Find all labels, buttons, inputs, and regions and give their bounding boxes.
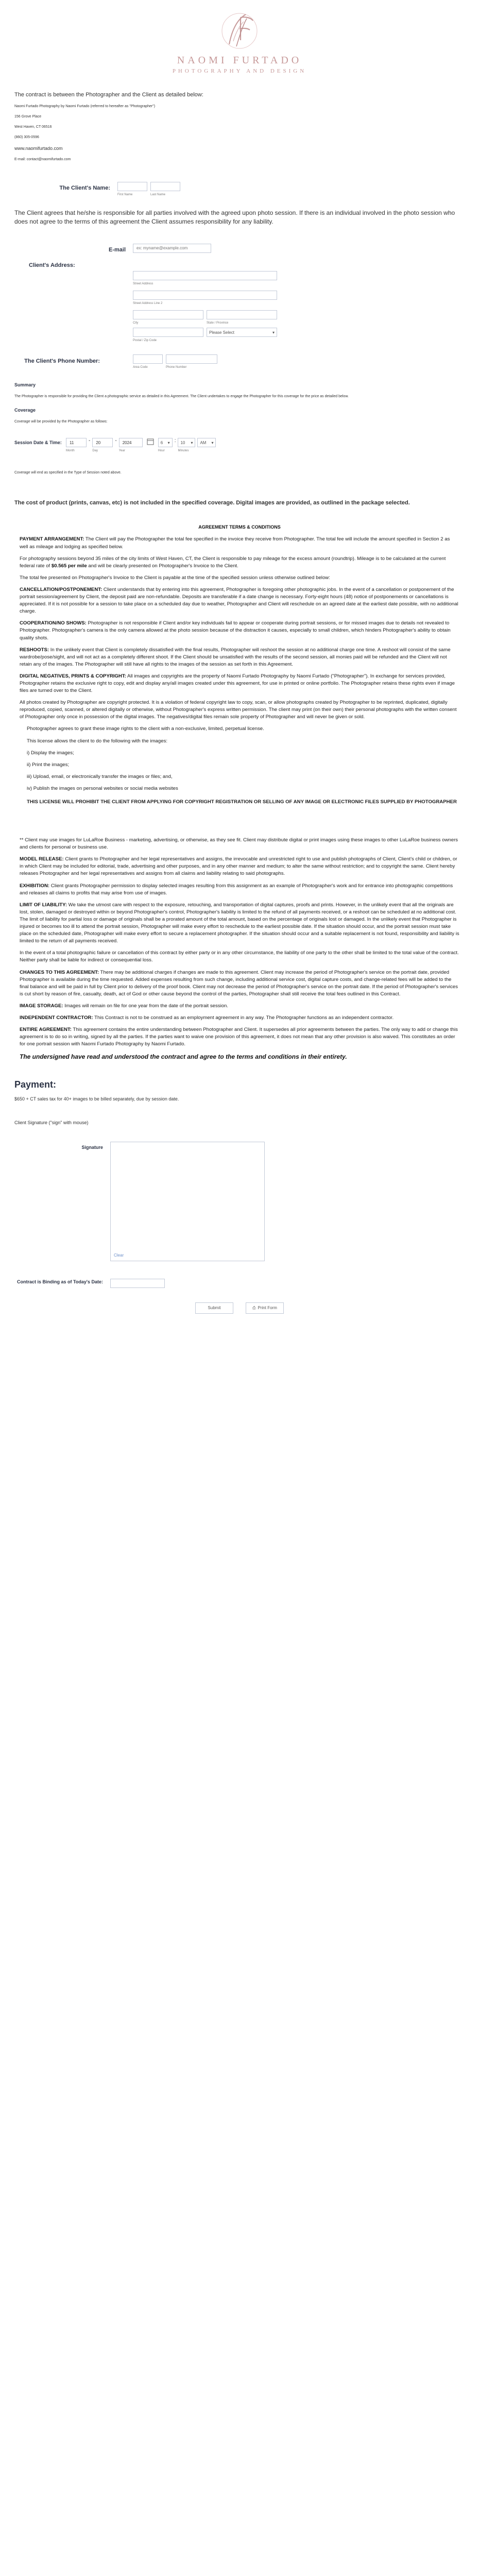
session-row bbox=[14, 438, 465, 452]
clause-text: Photographer is not responsible if Client and/or key individuals fail to appear or cooperate during portrait sessions, or for missed images due to details not revealed to Photographer. Photographer's camera is the only camera allowed at the photo session because of the distraction it causes, especially to small children, which hinders Photographer's ability to obtain quality shots. bbox=[20, 620, 451, 641]
clause-label: MODEL RELEASE: bbox=[20, 856, 64, 862]
payment-text: $650 + CT sales tax for 40+ images to be billed separately, due by session date. bbox=[14, 1096, 179, 1101]
coverage-text: Coverage will be provided by the Photographer as follows: bbox=[14, 420, 108, 424]
contract-date-row bbox=[14, 1279, 465, 1288]
brand-logo bbox=[0, 0, 479, 82]
calendar-icon[interactable] bbox=[147, 438, 154, 445]
clause-label: RESHOOTS: bbox=[20, 647, 49, 653]
signature-pad[interactable] bbox=[110, 1142, 265, 1261]
email-row bbox=[14, 244, 465, 253]
brand-tagline: PHOTOGRAPHY AND DESIGN bbox=[172, 68, 307, 74]
email-label: E-mail bbox=[108, 246, 126, 253]
chevron-down-icon: ▾ bbox=[272, 330, 275, 335]
photographer-line: Naomi Furtado Photography by Naomi Furtado (referred to hereafter as "Photographer") bbox=[14, 105, 156, 108]
closing-statement: The undersigned have read and understood the contract and agree to the terms and conditions in their entirety. bbox=[20, 1053, 347, 1061]
exhibition-clause bbox=[20, 883, 459, 897]
session-year-input[interactable] bbox=[119, 438, 143, 447]
address-block bbox=[14, 262, 465, 268]
clause-label: IMAGE STORAGE: bbox=[20, 1003, 63, 1009]
coverage-end-note: Coverage will end as specified in the Type of Session noted above. bbox=[14, 471, 122, 475]
print-form-button[interactable] bbox=[246, 1302, 284, 1314]
failure-clause: In the event of a total photographic failure or cancellation of this contract by either party or in any other circumstance, the liability of one party to the other shall be limited to the total value of the contract. Neither party shall be liable for indirect or consequential loss. bbox=[20, 950, 459, 963]
submit-button[interactable]: Submit bbox=[195, 1302, 233, 1314]
coverage-heading: Coverage bbox=[14, 408, 36, 413]
address-line-1: 156 Grove Place bbox=[14, 115, 42, 118]
phone-number-input[interactable] bbox=[166, 354, 217, 364]
cost-note: The cost of product (prints, canvas, etc) is not included in the specified coverage. Digital images are provided, as outlined in the package selected. bbox=[14, 500, 410, 506]
clause-text: and will be clearly presented on Photographer's Invoice to the Client. bbox=[87, 563, 238, 569]
clause-text: For photography sessions beyond 35 miles of the city limits of West Haven, CT, the Client is responsible to pay mileage for the excess amount (roundtrip). Mileage is to be calculated at the current federal rate of bbox=[20, 555, 446, 569]
photographer-contact bbox=[14, 105, 465, 161]
area-code-sublabel: Area Code bbox=[133, 366, 148, 369]
session-minute-select[interactable] bbox=[178, 438, 195, 447]
chevron-down-icon: ▾ bbox=[167, 440, 170, 445]
date-separator: - bbox=[115, 438, 117, 444]
first-name-sublabel: First Name bbox=[117, 193, 133, 196]
summary-text: The Photographer is responsible for providing the Client a photographic service as detailed in this Agreement. The Client undertakes to engage the Photographer for this coverage for the price as detailed below. bbox=[14, 395, 349, 399]
date-separator: - bbox=[89, 438, 91, 444]
clause-text: In the unlikely event that Client is completely dissatisfied with the final results, Photographer will reshoot the session at no additional charge one time. A reshoot will consist of the same wardrobe/pose/sight, and will not act as a completely different shoot. If the Client should be unsatisfied with the results of the second session, all monies paid will be refunded and the Client will not retain any of the images. The Photographer will still have all rights to the images of the session as set forth in this Agreement. bbox=[20, 647, 451, 667]
clause-text: There may be additional charges if changes are made to this agreement. Client may increase the period of Photographer's service on the portrait date, provided Photographer is available during the time requested. Added expenses resulting from such change, including additional service cost, digital capture costs, and change-related fees will be added to the final balance and will be paid in full by Client prior to delivery of the proof book. Client may not decrease the period of Photographer's service on the portrait date. If the period of Photographer's services is cut short by reason of fire, casualty, death, act of God or other cause beyond the control of the parties, Photographer shall still receive the total fees outlined in this Contract. bbox=[20, 969, 458, 997]
reshoots-clause bbox=[20, 647, 459, 668]
mileage-rate: $0.565 per mile bbox=[51, 563, 87, 569]
license-item-4: iv) Publish the images on personal websites or social media websites bbox=[27, 785, 178, 791]
clause-text: We take the utmost care with respect to the exposure, retouching, and transportation of digital captures, proofs and prints. However, in the unlikely event that all the originals are lost, stolen, damaged or destroyed within or beyond Photographer's control, Photographer's liability is limited to the refund of all payments received, or a reshoot can be scheduled at no additional cost. The limit of liability for partial loss or damage of originals shall be a prorated amount of the total amount, based on the percentage of originals lost or damaged. In the unlikely event that Photographer is injured or becomes too ill to attend the portrait session, Photographer will make every effort to reschedule to the earliest possible date. If the situation should occur, and the portrait session must take place on the scheduled date, Photographer will make every effort to secure a replacement photographer. If the situation should occur and a suitable replacement is not found, responsibility and liability is limited to the return of all payments received. bbox=[20, 902, 459, 944]
day-sublabel: Day bbox=[92, 449, 98, 453]
license-item-2: ii) Print the images; bbox=[27, 761, 70, 768]
city-sublabel: City bbox=[133, 321, 139, 325]
form-buttons bbox=[14, 1302, 465, 1329]
clause-text: Client understands that by entering into this agreement, Photographer is foregoing other photographic jobs. In the event of a cancellation or postponement of the portrait session/agreement by Client, the deposit paid are non-refundable. Deposits are transferable if a date change is necessary. Forty-eight hours (48) notice of postponements or cancellations is appreciated. If it is not possible for a session to take place on a scheduled day due to weather, Photographer and Client will reschedule on an agreed date at the earliest date possible, with no additional charge. bbox=[20, 586, 458, 615]
signature-instructions: Client Signature ("sign" with mouse) bbox=[14, 1120, 89, 1125]
cooperation-clause bbox=[20, 620, 459, 641]
entire-agreement-clause bbox=[20, 1026, 459, 1048]
session-hour-value: 6 bbox=[160, 440, 163, 445]
clause-text: Images will remain on file for one year from the date of the portrait session. bbox=[63, 1003, 229, 1009]
summary-heading: Summary bbox=[14, 382, 36, 388]
minutes-sublabel: Minutes bbox=[178, 449, 189, 453]
terms-heading: AGREEMENT TERMS & CONDITIONS bbox=[198, 524, 281, 530]
address-fields bbox=[133, 270, 465, 343]
session-day-input[interactable] bbox=[92, 438, 113, 447]
chevron-down-icon: ▾ bbox=[191, 440, 193, 445]
copyright-clause bbox=[20, 673, 459, 694]
first-name-input[interactable] bbox=[117, 182, 147, 191]
street-address-input[interactable] bbox=[133, 271, 277, 280]
clause-label: COOPERATION/NO SHOWS: bbox=[20, 620, 87, 626]
phone-label: The Client's Phone Number: bbox=[24, 358, 100, 365]
clause-label: PAYMENT ARRANGEMENT: bbox=[20, 536, 84, 543]
protected-clause: All photos created by Photographer are copyright protected. It is a violation of federal copyright law to copy, scan, or allow photographs created by Photographer to be reprinted, duplicated, digitally reproduced, copied, scanned, or altered digitally or otherwise, without Photographer's express written permission. The client may print (on their own) their personal photographs with the written consent of Photographer only once in possession of the digital images. The negatives/digital files remain sole property of Photographer and will never be given or sold. bbox=[20, 700, 457, 720]
clause-label: ENTIRE AGREEMENT: bbox=[20, 1027, 72, 1033]
session-ampm-value: AM bbox=[200, 440, 207, 445]
payment-arrangement-clause bbox=[20, 536, 459, 550]
contract-date-label: Contract is Binding as of Today's Date: bbox=[17, 1279, 103, 1284]
hour-sublabel: Hour bbox=[158, 449, 165, 453]
address-label: Client's Address: bbox=[29, 262, 75, 268]
area-code-input[interactable] bbox=[133, 354, 163, 364]
independent-clause bbox=[20, 1014, 459, 1022]
state-sublabel: State / Province bbox=[207, 321, 229, 325]
street-address-2-sublabel: Street Address Line 2 bbox=[133, 302, 163, 306]
license-allows: This license allows the client to do the following with the images: bbox=[27, 738, 168, 744]
clause-label: EXHIBITION: bbox=[20, 883, 50, 889]
model-release-clause bbox=[20, 856, 459, 877]
session-hour-select[interactable] bbox=[158, 438, 173, 447]
postal-code-input[interactable] bbox=[133, 328, 203, 337]
clause-label: CANCELLATION/POSTPONEMENT: bbox=[20, 586, 102, 592]
print-form-label: Print Form bbox=[258, 1306, 277, 1311]
responsibility-statement: The Client agrees that he/she is responsible for all parties involved with the agreed upon photo session. If there is an individual involved in the photo session who does not agree to the terms of this agreement the Client assumes responsibility for any liability. bbox=[14, 209, 455, 225]
clause-text: Client grants to Photographer and her legal representatives and assigns, the irrevocable and unrestricted right to use and publish photographs of Client, Client's child or children, or in which Client may be included for editorial, trade, advertising and other purposes, and in any other manner and medium; to alter the same without restriction; and to copyright the same. Client hereby releases Photographer and her legal representatives and assigns from all claims and liability relating to said photographs. bbox=[20, 856, 457, 877]
license-text: Photographer agrees to grant these image rights to the client with a non-exclusive, limited, perpetual license. bbox=[27, 726, 264, 732]
intro-title: The contract is between the Photographer and the Client as detailed below: bbox=[14, 92, 203, 98]
logo-monogram-icon bbox=[209, 10, 270, 53]
chevron-down-icon: ▾ bbox=[211, 440, 214, 445]
last-name-input[interactable] bbox=[150, 182, 180, 191]
session-month-input[interactable] bbox=[66, 438, 87, 447]
time-separator: : bbox=[174, 438, 176, 444]
liability-clause bbox=[20, 902, 459, 945]
website-text: www.naomifurtado.com bbox=[14, 146, 63, 151]
clause-text: Client grants Photographer permission to display selected images resulting from this assignment as an example of Photographer's work and for entrance into photographic competitions and releases all claims to profits that may arise from use of images. bbox=[20, 883, 453, 896]
clause-label: INDEPENDENT CONTRACTOR: bbox=[20, 1014, 93, 1021]
license-prohibition: THIS LICENSE WILL PROHIBIT THE CLIENT FROM APPLYING FOR COPYRIGHT REGISTRATION OR SELLING OF ANY IMAGE OR ELECTRONIC FILES SUPPLIED BY PHOTOGRAPHER bbox=[27, 799, 457, 805]
license-item-3: iii) Upload, email, or electronically transfer the images or files; and, bbox=[27, 773, 173, 779]
clause-text: This agreement contains the entire understanding between Photographer and Client. It supersedes all prior agreements between the parties. The only way to add or change this agreement is to do so in writing, signed by all the parties. If the parties want to waive one provision of this agreement, it does not mean that any other provision is also waived. This constitutes an order for one portrait session with Naomi Furtado Photography by Naomi Furtado. bbox=[20, 1027, 458, 1047]
clause-text: The Client will pay the Photographer the total fee specified in the invoice they receive from Photographer. The total fee will include the amount specified in Section 2 as well as mileage and lodging as specified below. bbox=[20, 536, 450, 550]
last-name-sublabel: Last Name bbox=[150, 193, 166, 196]
address-line-2: West Haven, CT 06516 bbox=[14, 125, 52, 129]
print-icon: ⎙ bbox=[252, 1305, 256, 1310]
phone-text: (860) 305-0596 bbox=[14, 135, 39, 139]
session-ampm-select[interactable] bbox=[197, 438, 216, 447]
terms-section bbox=[0, 524, 479, 1061]
year-sublabel: Year bbox=[118, 449, 125, 453]
country-select[interactable] bbox=[207, 328, 277, 337]
clause-text: This Contract is not to be construed as an employment agreement in any way. The Photographer functions as an independent contractor. bbox=[93, 1014, 394, 1021]
clause-label: DIGITAL NEGATIVES, PRINTS & COPYRIGHT: bbox=[20, 673, 126, 679]
signature-row bbox=[14, 1142, 465, 1261]
client-name-label: The Client's Name: bbox=[59, 185, 110, 191]
phone-number-sublabel: Phone Number bbox=[166, 366, 187, 369]
license-item-1: i) Display the images; bbox=[27, 750, 74, 756]
contract-date-input[interactable] bbox=[110, 1279, 165, 1288]
license-block bbox=[20, 725, 459, 806]
street-address-2-input[interactable] bbox=[133, 291, 277, 300]
phone-row bbox=[14, 354, 465, 369]
clause-text: All images and copyrights are the property of Naomi Furtado Photography by Naomi Furtado ("Photographer"). In exchange for services provided, Photographer retains the exclusive right to copy, edit and display any/all images created under this agreement, for use in printed or online portfolio. The Photographer retains these rights even if image files are turned over to the Client. bbox=[20, 673, 455, 694]
brand-name: NAOMI FURTADO bbox=[177, 55, 302, 66]
clause-label: CHANGES TO THIS AGREEMENT: bbox=[20, 969, 99, 975]
street-address-sublabel: Street Address bbox=[133, 282, 153, 286]
mileage-clause bbox=[20, 555, 459, 570]
business-use-clause: ** Client may use images for LuLaRoe Business - marketing, advertising, or otherwise, as they see fit. Client may distribute digital or print images using these images to other LuLaRoe business owners and clients for personal or business use. bbox=[20, 837, 458, 851]
cancellation-clause bbox=[20, 586, 459, 615]
session-label: Session Date & Time: bbox=[14, 440, 62, 446]
client-name-row bbox=[14, 182, 465, 196]
state-input[interactable] bbox=[207, 310, 277, 319]
clear-signature-link[interactable]: Clear bbox=[114, 1252, 124, 1258]
signature-label: Signature bbox=[81, 1144, 103, 1150]
email-input[interactable] bbox=[133, 244, 211, 253]
month-sublabel: Month bbox=[66, 449, 75, 453]
clause-label: LIMIT OF LIABILITY: bbox=[20, 902, 67, 908]
payment-title: Payment: bbox=[14, 1079, 57, 1090]
invoice-clause: The total fee presented on Photographer's Invoice to the Client is payable at the time of the specified session unless otherwise outlined below: bbox=[20, 574, 330, 581]
storage-clause bbox=[20, 1003, 459, 1010]
city-input[interactable] bbox=[133, 310, 203, 319]
session-minute-value: 10 bbox=[180, 440, 185, 445]
country-select-value: Please Select bbox=[209, 330, 234, 335]
postal-code-sublabel: Postal / Zip Code bbox=[133, 339, 157, 343]
changes-clause bbox=[20, 969, 459, 998]
email-text: E-mail: contact@naomifurtado.com bbox=[14, 158, 71, 161]
